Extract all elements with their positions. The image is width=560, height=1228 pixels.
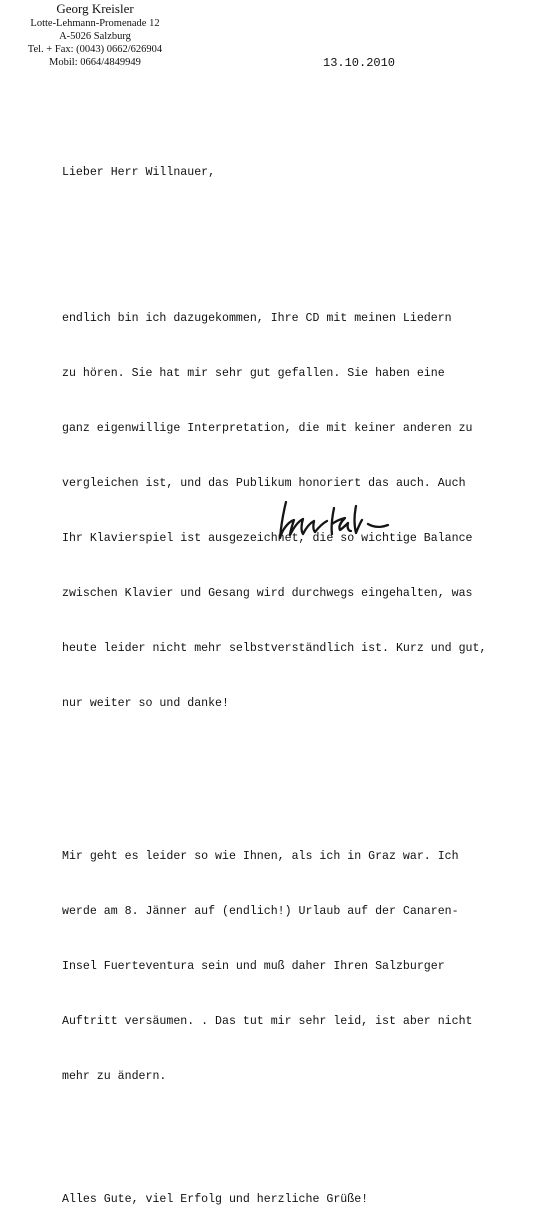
sender-address-city: A-5026 Salzburg <box>59 31 131 42</box>
closing: Alles Gute, viel Erfolg und herzliche Grüße! <box>62 1193 369 1207</box>
text-line: Insel Fuerteventura sein und muß daher Ihren Salzburger <box>62 959 445 973</box>
sender-name: Georg Kreisler <box>56 1 134 16</box>
text-line: Mir geht es leider so wie Ihnen, als ich in Graz war. Ich <box>62 849 459 863</box>
text-line: Ihr Klavierspiel ist ausgezeichnet, die so wichtige Balance <box>62 531 473 545</box>
sender-mobile: Mobil: 0664/4849949 <box>49 57 141 68</box>
paragraph-2 <box>62 811 552 1122</box>
text-line: vergleichen ist, und das Publikum honoriert das auch. Auch <box>62 477 466 491</box>
letter-date: 13.10.2010 <box>323 56 396 70</box>
text-line: werde am 8. Jänner auf (endlich!) Urlaub auf der Canaren- <box>62 904 459 918</box>
text-line: nur weiter so und danke! <box>62 696 229 710</box>
text-line: zu hören. Sie hat mir sehr gut gefallen. Sie haben eine <box>62 367 445 381</box>
salutation: Lieber Herr Willnauer, <box>62 165 216 179</box>
text-line: mehr zu ändern. <box>62 1069 167 1083</box>
letterhead <box>0 2 190 69</box>
text-line: zwischen Klavier und Gesang wird durchwegs eingehalten, was <box>62 586 473 600</box>
text-line: endlich bin ich dazugekommen, Ihre CD mit meinen Liedern <box>62 312 452 326</box>
text-line: heute leider nicht mehr selbstverständlich ist. Kurz und gut, <box>62 641 487 655</box>
text-line: Auftritt versäumen. . Das tut mir sehr leid, ist aber nicht <box>62 1014 473 1028</box>
letter-body <box>62 127 552 1228</box>
handwritten-signature <box>268 494 418 544</box>
sender-phone-fax: Tel. + Fax: (0043) 0662/626904 <box>27 44 163 55</box>
text-line: ganz eigenwillige Interpretation, die mit keiner anderen zu <box>62 422 473 436</box>
sender-address-street: Lotte-Lehmann-Promenade 12 <box>30 18 160 29</box>
